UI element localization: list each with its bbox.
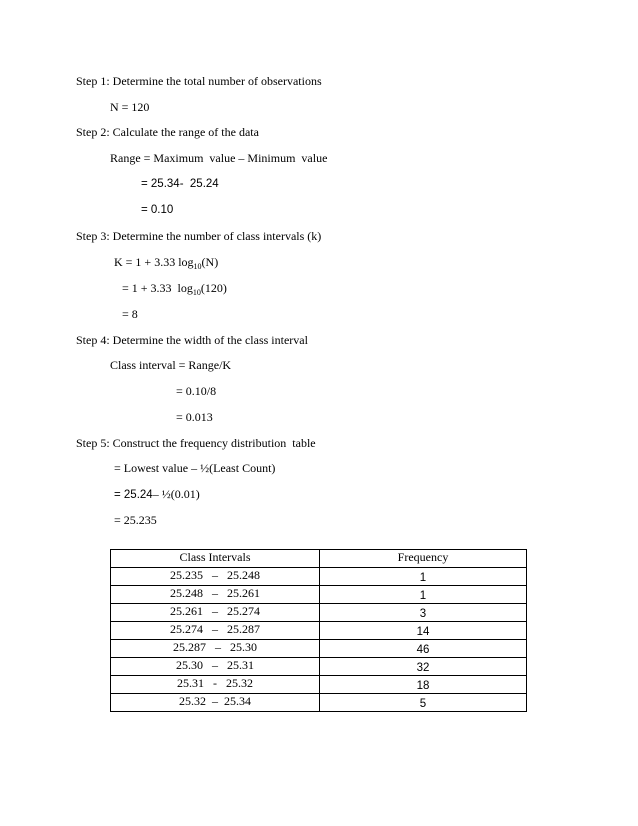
step5-lowest-calc <box>114 487 200 502</box>
frequency-cell: 18 <box>320 676 527 694</box>
frequency-cell: 32 <box>320 658 527 676</box>
header-class-intervals: Class Intervals <box>111 550 320 568</box>
step5-lowest-formula: = Lowest value – ½(Least Count) <box>114 461 276 475</box>
step2-range-calc: = 25.34- 25.24 <box>141 178 219 190</box>
frequency-cell: 46 <box>320 640 527 658</box>
frequency-cell: 1 <box>320 586 527 604</box>
class-interval-cell: 25.287 – 25.30 <box>111 640 320 658</box>
step5-lowest-result: = 25.235 <box>114 513 157 527</box>
step3-k-formula <box>114 255 218 274</box>
class-interval-cell: 25.30 – 25.31 <box>111 658 320 676</box>
frequency-distribution-table <box>110 549 527 712</box>
step3-k-formula-arg: (N) <box>201 255 219 269</box>
class-interval-cell: 25.248 – 25.261 <box>111 586 320 604</box>
step4-interval-result: = 0.013 <box>176 410 213 424</box>
step3-k-formula-main: K = 1 + 3.33 log <box>114 255 194 269</box>
class-interval-cell: 25.274 – 25.287 <box>111 622 320 640</box>
step3-k-substitution-arg: (120) <box>200 281 227 295</box>
step5-lowest-value: = 25.24 <box>114 489 153 501</box>
step4-interval-formula: Class interval = Range/K <box>110 358 232 372</box>
step3-k-substitution <box>122 281 227 300</box>
step3-k-substitution-main: = 1 + 3.33 log <box>122 281 193 295</box>
header-frequency: Frequency <box>320 550 527 568</box>
class-interval-cell: 25.31 - 25.32 <box>111 676 320 694</box>
class-interval-cell: 25.32 – 25.34 <box>111 694 320 712</box>
step3-log-base-2: 10 <box>192 288 201 297</box>
table-header-row <box>111 550 527 568</box>
step1-heading: Step 1: Determine the total number of observations <box>76 74 322 88</box>
step3-k-result: = 8 <box>122 307 138 321</box>
step5-heading: Step 5: Construct the frequency distribution table <box>76 436 316 450</box>
frequency-cell: 3 <box>320 604 527 622</box>
table-row <box>111 586 527 604</box>
step4-heading: Step 4: Determine the width of the class interval <box>76 333 308 347</box>
step2-range-formula: Range = Maximum value – Minimum value <box>110 151 328 165</box>
step1-n-value: N = 120 <box>110 100 150 114</box>
table-row <box>111 568 527 586</box>
step2-heading: Step 2: Calculate the range of the data <box>76 125 259 139</box>
class-interval-cell: 25.235 – 25.248 <box>111 568 320 586</box>
table-row <box>111 676 527 694</box>
class-interval-cell: 25.261 – 25.274 <box>111 604 320 622</box>
frequency-cell: 14 <box>320 622 527 640</box>
frequency-cell: 1 <box>320 568 527 586</box>
step5-half-least-count: – ½(0.01) <box>152 487 200 501</box>
table-row <box>111 604 527 622</box>
table-row <box>111 694 527 712</box>
step4-interval-calc: = 0.10/8 <box>176 384 217 398</box>
table-row <box>111 658 527 676</box>
step2-range-result: = 0.10 <box>141 204 174 216</box>
step3-log-base: 10 <box>193 262 202 271</box>
step3-heading: Step 3: Determine the number of class intervals (k) <box>76 229 322 243</box>
table-row <box>111 622 527 640</box>
frequency-cell: 5 <box>320 694 527 712</box>
table-row <box>111 640 527 658</box>
